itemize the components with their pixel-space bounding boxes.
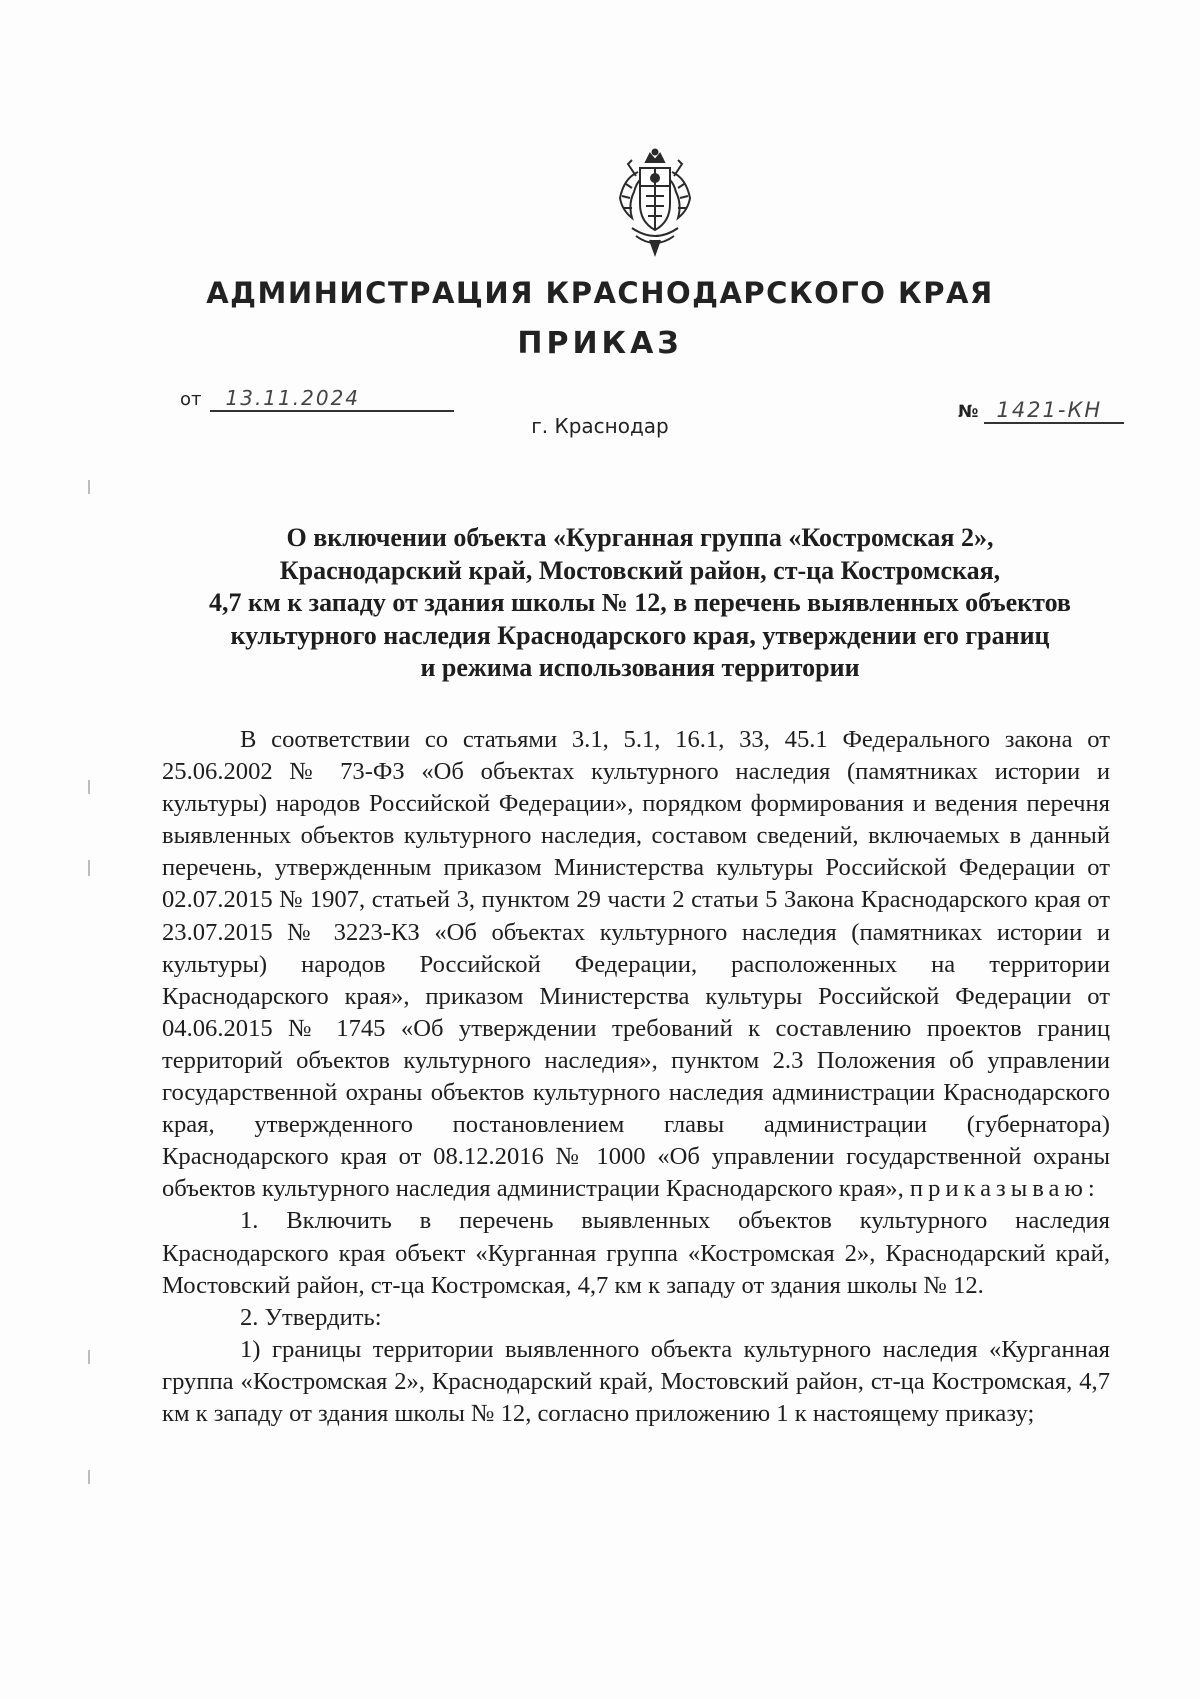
preamble-text: В соответствии со статьями 3.1, 5.1, 16.1, 33, 45.1 Федерального закона от 25.06.2002 № 73-ФЗ «Об объектах культурного наследия (памятниках истории и культуры) народов Российской Федерации», порядком формирования и ведения перечня выявленных объектов культурного наследия, составом сведений, включаемых в данный перечень, утвержденным приказом Министерства культуры Российской Федерации от 02.07.2015 № 1907, статьей 3, пунктом 29 части 2 статьи 5 Закона Краснодарского края от 23.07.2015 № 3223-КЗ «Об объектах культурного наследия (памятниках истории и культуры) народов Российской Федерации, расположенных на территории Краснодарского края», приказом Министерства культуры Российской Федерации от 04.06.2015 № 1745 «Об утверждении требований к составлению проектов границ территорий объектов культурного наследия», пунктом 2.3 Положения об управлении государственной охраны объектов культурного наследия администрации Краснодарского края, утвержденного постановлением главы администрации (губернатора) Краснодарского края от 08.12.2016 № 1000 «Об управлении государственной охраны объектов культурного наследия администрации Краснодарского края»,: [162, 726, 1110, 1203]
order-word: приказываю:: [909, 1175, 1100, 1203]
scan-mark: [88, 780, 90, 794]
title-line: Краснодарский край, Мостовский район, ст-ца Костромская,: [279, 555, 1001, 585]
item-1-paragraph: 1. Включить в перечень выявленных объектов культурного наследия Краснодарского края объект «Курганная группа «Костромская 2», Краснодарский край, Мостовский район, ст-ца Костромская, 4,7 км к западу от здания школы № 12.: [162, 1207, 1110, 1299]
document-title: [170, 522, 1110, 685]
number-prefix: №: [958, 402, 979, 422]
number-block: [958, 398, 1124, 424]
handwritten-date: 13.11.2024: [210, 386, 454, 412]
title-line: О включении объекта «Курганная группа «Костромская 2»,: [286, 523, 994, 552]
scan-mark: [88, 860, 90, 876]
item-2-1-paragraph: 1) границы территории выявленного объекта культурного наследия «Курганная группа «Костромская 2», Краснодарский край, Мостовский район, ст-ца Костромская, 4,7 км к западу от здания школы № 12, согласно приложению 1 к настоящему приказу;: [162, 1335, 1110, 1427]
scan-mark: [88, 1470, 90, 1484]
preamble-paragraph: [162, 724, 1110, 1205]
city: г. Краснодар: [531, 414, 669, 438]
date-prefix: от: [180, 389, 202, 410]
scan-mark: [88, 480, 90, 494]
scan-mark: [88, 1350, 90, 1364]
title-line: культурного наследия Краснодарского края, утверждении его границ: [230, 620, 1050, 650]
date-block: [180, 386, 454, 412]
title-line: и режима использования территории: [420, 653, 860, 682]
title-line: 4,7 км к западу от здания школы № 12, в перечень выявленных объектов: [209, 588, 1071, 617]
document-type: ПРИКАЗ: [517, 326, 683, 361]
document-body: [162, 724, 1110, 1430]
handwritten-number: 1421-КН: [984, 398, 1124, 424]
item-2-paragraph: 2. Утвердить:: [240, 1303, 382, 1331]
coat-of-arms-icon: [610, 148, 700, 258]
agency-title: АДМИНИСТРАЦИЯ КРАСНОДАРСКОГО КРАЯ: [206, 276, 994, 310]
